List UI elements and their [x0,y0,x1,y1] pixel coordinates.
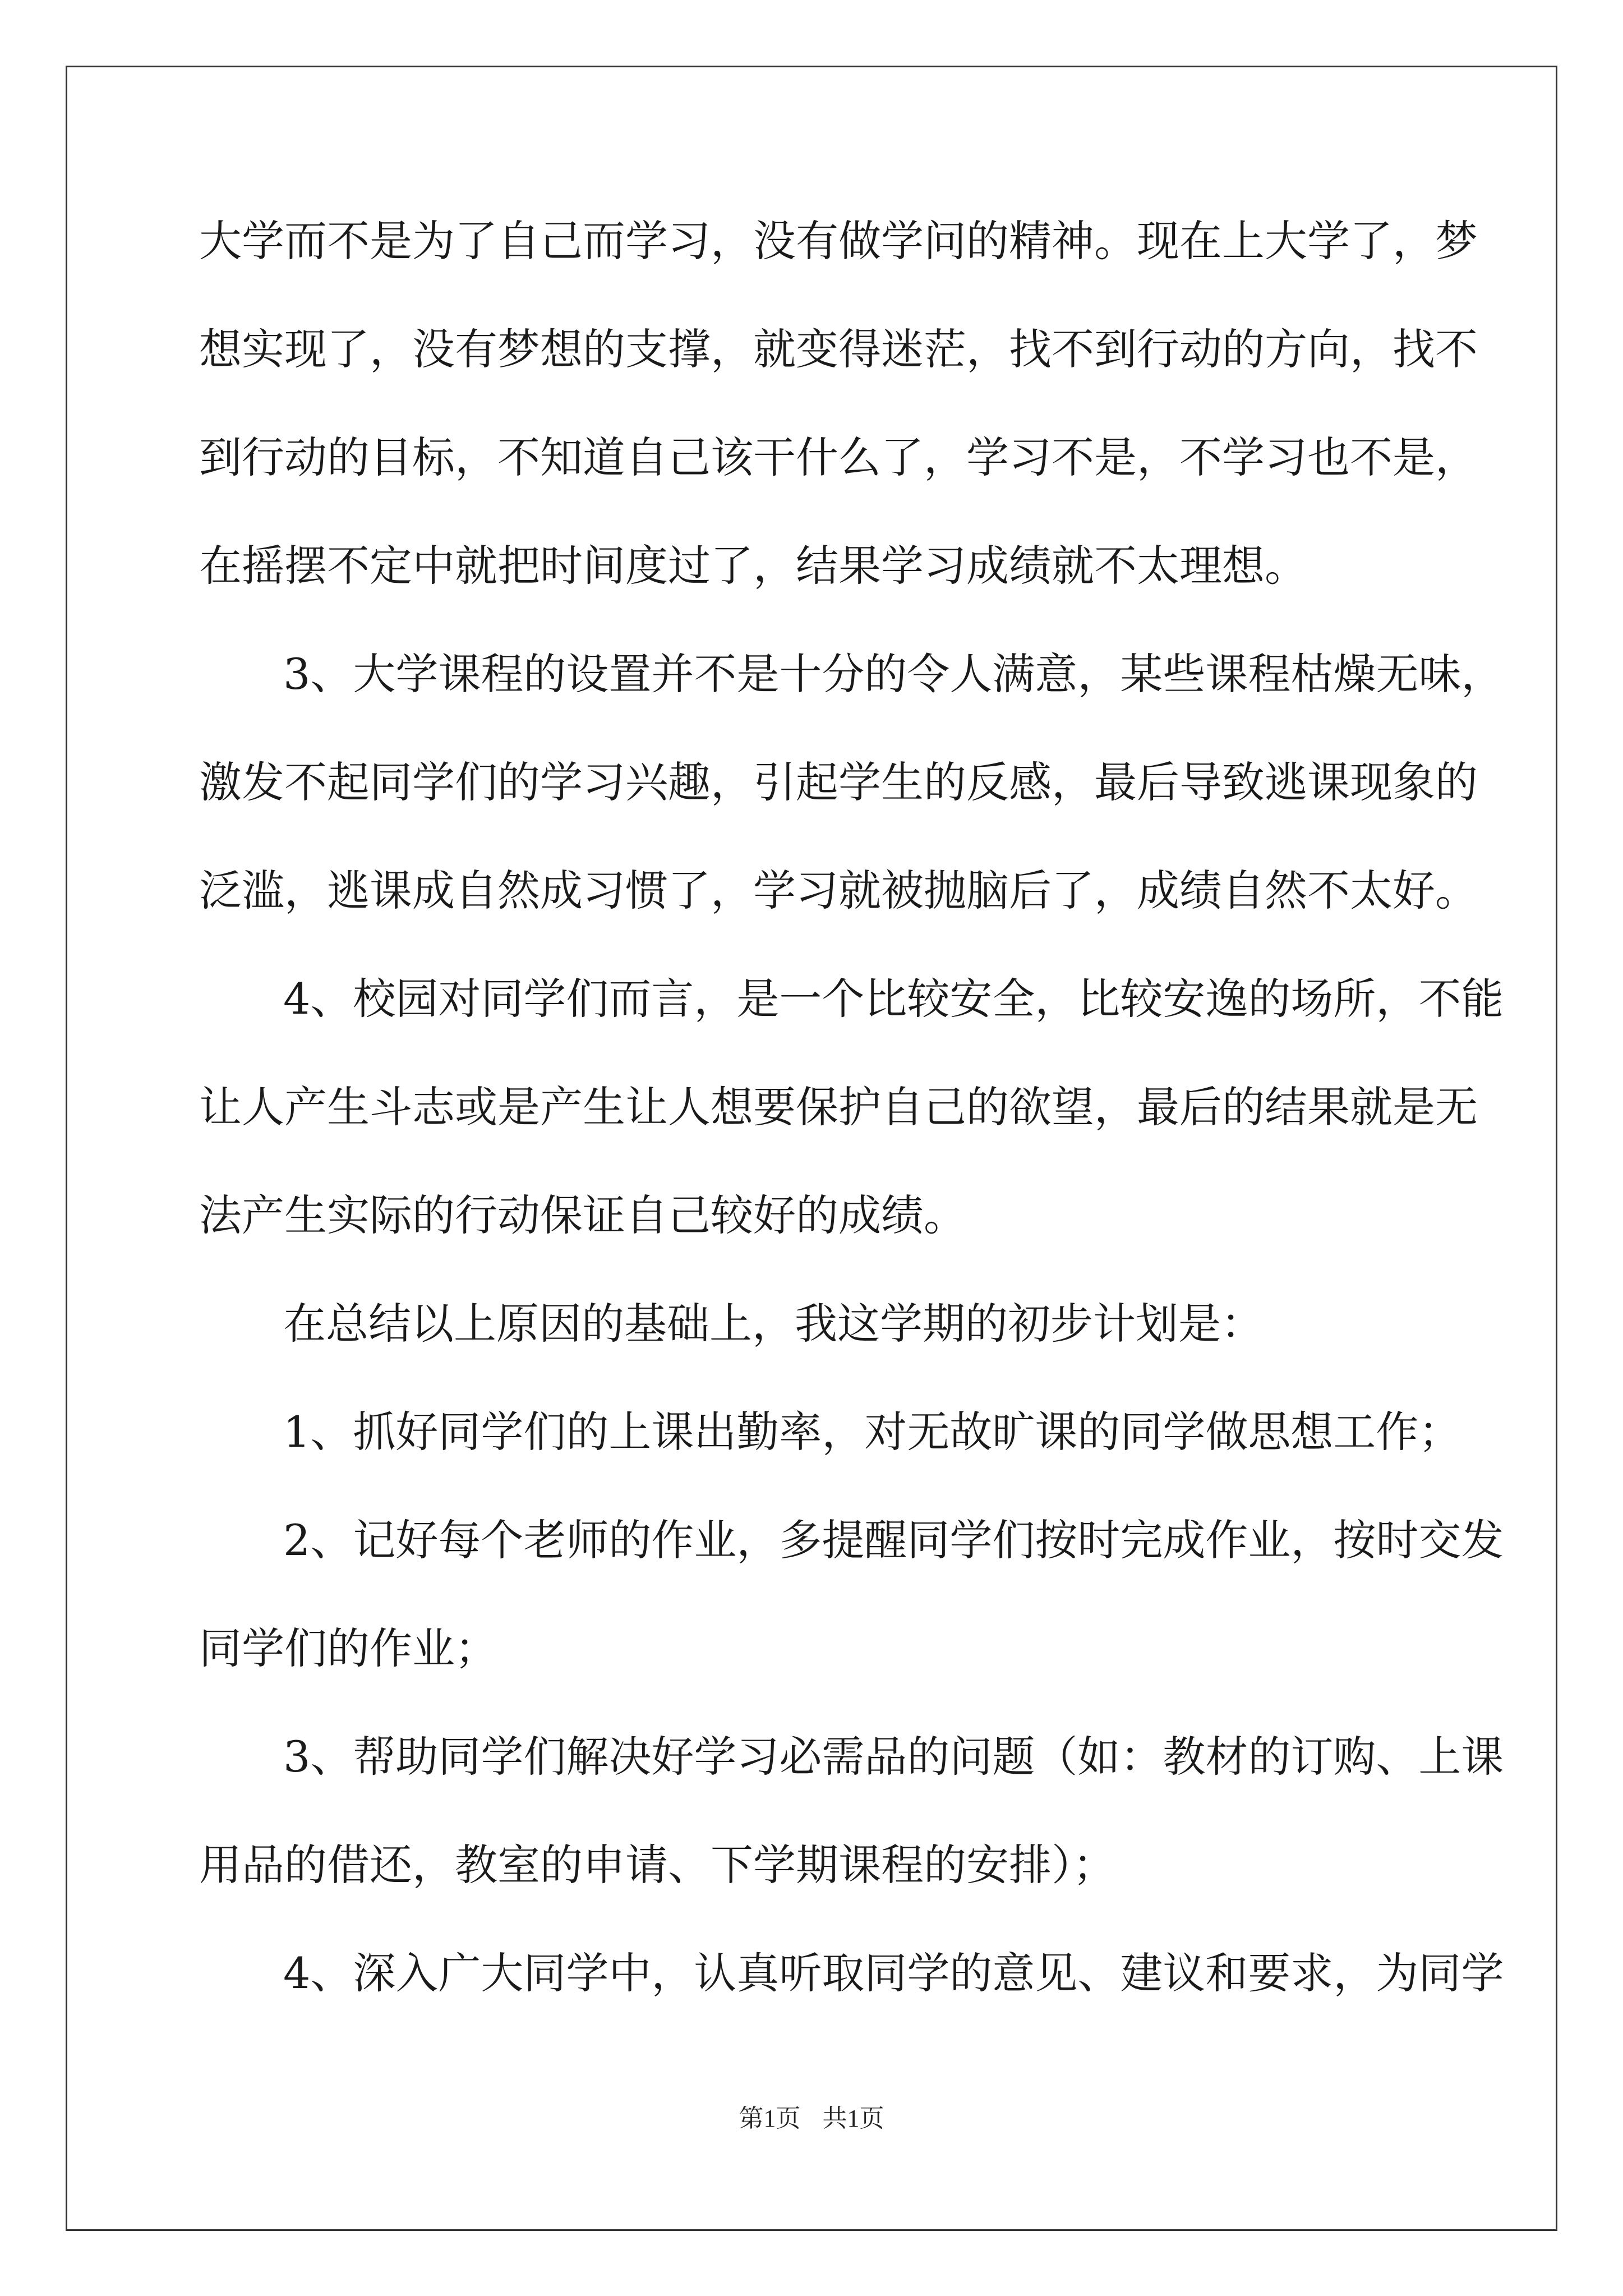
text-line: 用品的借还，教室的申请、下学期课程的安排）； [199,1840,1115,1890]
paragraph-start-line: 在总结以上原因的基础上，我这学期的初步计划是： [283,1299,1264,1349]
text-line: 激发不起同学们的学习兴趣，引起学生的反感，最后导致逃课现象的 [199,757,1478,807]
text-line: 到行动的目标，不知道自己该干什么了，学习不是，不学习也不是， [199,432,1478,482]
paragraph-start-line: 4、校园对同学们而言，是一个比较安全，比较安逸的场所，不能 [283,974,1504,1024]
page-footer [0,2098,1623,2134]
text-line: 大学而不是为了自己而学习，没有做学问的精神。现在上大学了，梦 [199,216,1478,266]
paragraph-start-line: 3、大学课程的设置并不是十分的令人满意，某些课程枯燥无味， [283,649,1504,699]
paragraph-start-line: 1、抓好同学们的上课出勤率，对无故旷课的同学做思想工作； [283,1407,1461,1457]
text-line: 在摇摆不定中就把时间度过了，结果学习成绩就不太理想。 [199,541,1307,591]
page-number: 第1页 [739,2105,801,2132]
text-line: 法产生实际的行动保证自己较好的成绩。 [199,1190,966,1240]
text-line: 同学们的作业； [199,1623,497,1673]
page-total: 共1页 [822,2105,884,2132]
paragraph-start-line: 3、帮助同学们解决好学习必需品的问题（如：教材的订购、上课 [283,1732,1504,1782]
text-line: 想实现了，没有梦想的支撑，就变得迷茫，找不到行动的方向，找不 [199,324,1478,374]
text-line: 让人产生斗志或是产生让人想要保护自己的欲望，最后的结果就是无 [199,1082,1478,1132]
document-body [199,216,1504,2056]
paragraph-start-line: 4、深入广大同学中，认真听取同学的意见、建议和要求，为同学 [283,1948,1504,1998]
paragraph-start-line: 2、记好每个老师的作业，多提醒同学们按时完成作业，按时交发 [283,1515,1504,1565]
text-line: 泛滥，逃课成自然成习惯了，学习就被抛脑后了，成绩自然不太好。 [199,866,1478,915]
